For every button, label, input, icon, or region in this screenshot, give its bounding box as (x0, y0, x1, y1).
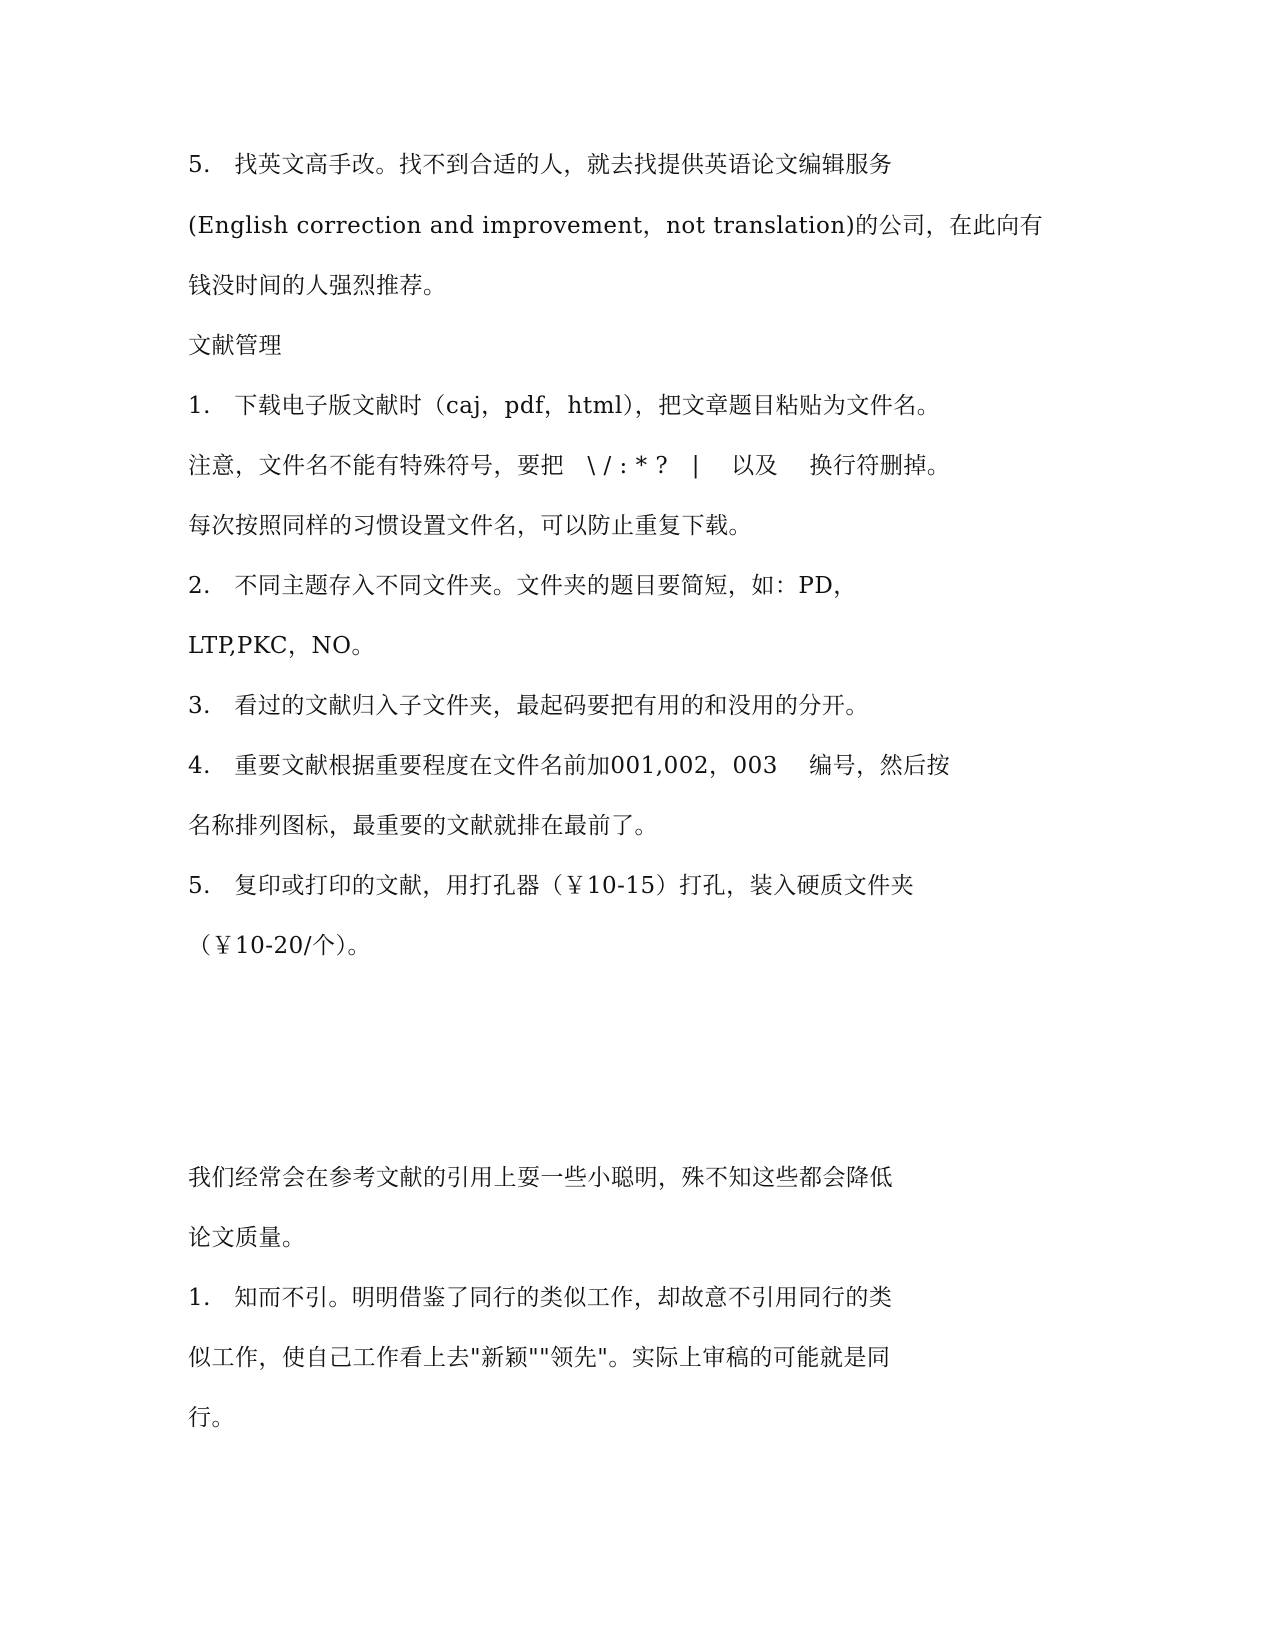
text-line-14: （￥10-20/个）。 (188, 933, 372, 959)
text-line-6: 注意，文件名不能有特殊符号，要把 \ / : * ? | 以及 换行符删掉。 (188, 453, 951, 479)
text-line-10: 3. 看过的文献归入子文件夹，最起码要把有用的和没用的分开。 (188, 693, 869, 719)
text-line-11: 4. 重要文献根据重要程度在文件名前加001,002，003 编号，然后按 (188, 753, 951, 779)
text-line-12: 名称排列图标，最重要的文献就排在最前了。 (188, 813, 658, 839)
text-line-19: 行。 (188, 1405, 235, 1431)
text-line-15: 我们经常会在参考文献的引用上耍一些小聪明，殊不知这些都会降低 (188, 1165, 893, 1191)
text-line-9: LTP,PKC，NO。 (188, 633, 375, 659)
text-line-13: 5. 复印或打印的文献，用打孔器（￥10-15）打孔，装入硬质文件夹 (188, 873, 915, 899)
text-line-2: (English correction and improvement，not translation)的公司，在此向有 (188, 213, 1044, 239)
text-line-1: 5. 找英文高手改。找不到合适的人，就去找提供英语论文编辑服务 (188, 152, 893, 178)
section-heading: 文献管理 (188, 333, 282, 359)
text-line-7: 每次按照同样的习惯设置文件名，可以防止重复下载。 (188, 513, 752, 539)
text-line-5: 1. 下载电子版文献时（caj，pdf，html），把文章题目粘贴为文件名。 (188, 393, 941, 419)
text-line-8: 2. 不同主题存入不同文件夹。文件夹的题目要简短，如：PD， (188, 573, 857, 599)
text-line-17: 1. 知而不引。明明借鉴了同行的类似工作，却故意不引用同行的类 (188, 1285, 893, 1311)
text-line-16: 论文质量。 (188, 1225, 306, 1251)
text-line-18: 似工作，使自己工作看上去"新颖""领先"。实际上审稿的可能就是同 (188, 1345, 891, 1371)
text-line-3: 钱没时间的人强烈推荐。 (188, 273, 447, 299)
